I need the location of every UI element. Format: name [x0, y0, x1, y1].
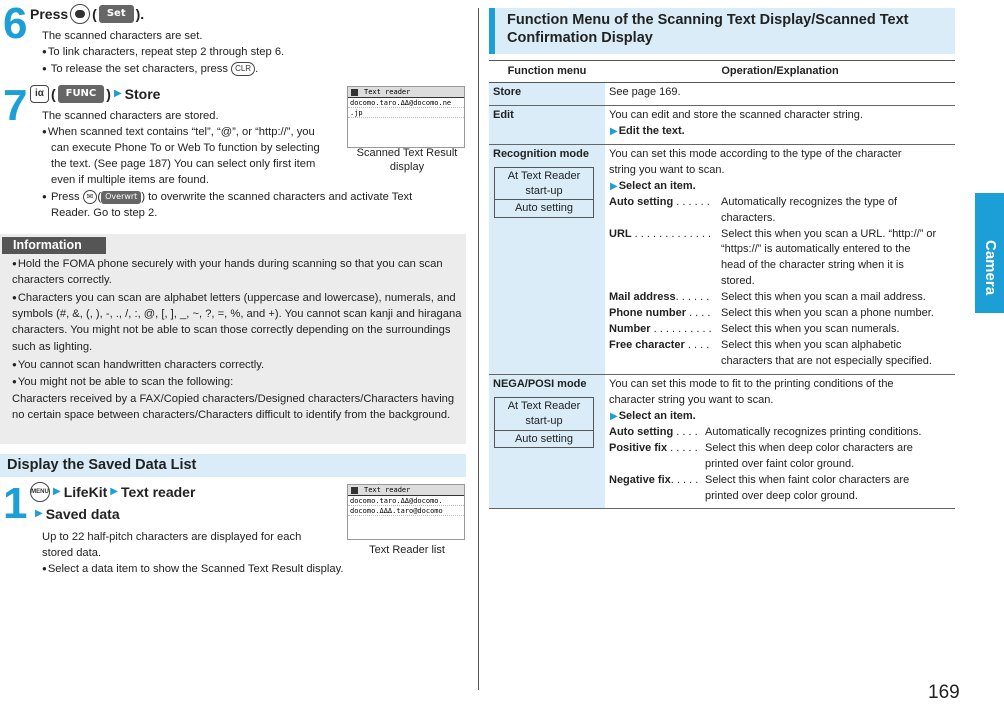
arrow-icon: ▶	[610, 180, 618, 192]
step-1-line-2: stored data.	[42, 547, 102, 559]
option-term: Mail address	[609, 291, 676, 304]
step-7-line-1: The scanned characters are stored.	[42, 110, 219, 122]
step-7-overwrite-line-2: Reader. Go to step 2.	[51, 207, 158, 219]
overwrite-softkey: Overwrt	[101, 191, 141, 204]
option-row: Phone number . . . . Select this when you scan a phone number.	[609, 306, 951, 322]
option-row: Negative fix. . . . . Select this when faint color characters are printed over deep color ground.	[609, 473, 951, 505]
info-item-2: ● Characters you can scan are alphabet letters (uppercase and lowercase), numerals, and symbols (#, &, (, ), -, ., /, :, @, [, ], _, ~, ?, =, %, and +). You cannot scan kanji and hiragana characters. You might not be able to scan those correctly depending on the surroundings such as lighting.	[12, 290, 462, 355]
screen-status-icon	[351, 89, 358, 96]
option-row: Number . . . . . . . . . . Select this when you scan numerals.	[609, 322, 951, 338]
option-description: Select this when you scan a phone number.	[721, 307, 934, 320]
step-6-line-2: ● To link characters, repeat step 2 through step 6.	[42, 44, 284, 60]
info-item-4: ● You might not be able to scan the following:	[12, 374, 462, 390]
step-7-line-3: can execute Phone To or Web To function by selecting	[51, 142, 320, 154]
option-term: Free character	[609, 339, 685, 352]
step-1-line-1: Up to 22 half-pitch characters are displayed for each	[42, 531, 302, 543]
step-7-line-5: even if multiple items are found.	[51, 174, 209, 186]
arrow-icon: ▶	[110, 485, 118, 497]
step-7-action: Store	[124, 86, 161, 102]
option-term: Auto setting	[609, 195, 674, 208]
option-description: “https://” is automatically entered to the	[721, 243, 911, 256]
option-term: Negative fix	[609, 473, 671, 486]
option-description: stored.	[721, 275, 755, 288]
col-operation: Operation/Explanation	[605, 61, 955, 83]
table-row: Store See page 169.	[489, 83, 955, 106]
option-description: Select this when deep color characters are	[705, 441, 913, 454]
option-row: URL . . . . . . . . . . . . . Select this when you scan a URL. “http://” or “https://” is automatically entered to the head of the character string when it is stored.	[609, 227, 951, 291]
option-description: Automatically recognizes printing conditions.	[705, 425, 922, 438]
set-softkey: Set	[99, 5, 134, 23]
option-term: Positive fix	[609, 441, 668, 454]
clr-key-icon: CLR	[231, 62, 255, 76]
info-item-4-detail: Characters received by a FAX/Copied characters/Designed characters/Characters having no certain space between characters/Characters difficult to identify from the background.	[12, 393, 455, 422]
step-6-line-3: ● To release the set characters, press CLR .	[42, 61, 258, 77]
step-1-number: 1	[3, 479, 28, 528]
negaposi-default-box: At Text Reader start-up Auto setting	[494, 397, 594, 449]
option-description: Select this when faint color characters are	[705, 473, 910, 486]
option-description: characters.	[721, 211, 776, 224]
option-row: Free character . . . . Select this when you scan alphabetic characters that are not especially specified.	[609, 338, 951, 370]
recognition-default-box: At Text Reader start-up Auto setting	[494, 167, 594, 219]
option-term: URL	[609, 227, 632, 240]
option-term: Number	[609, 323, 651, 336]
information-box	[0, 234, 466, 444]
center-key-icon	[70, 4, 90, 24]
step-6-title: Press ( Set ).	[30, 4, 144, 24]
step-6-press-label: Press	[30, 6, 69, 22]
mail-key-icon: ✉	[83, 190, 98, 204]
section-header: Display the Saved Data List	[0, 454, 466, 477]
step-1-title-2: ▶ Saved data	[35, 506, 120, 522]
step-7-overwrite-line: ● Press ✉ ( Overwrt ) to overwrite the scanned characters and activate Text	[42, 189, 412, 205]
information-label: Information	[2, 237, 106, 254]
option-term: Phone number	[609, 307, 687, 320]
arrow-icon: ▶	[610, 410, 618, 422]
function-menu-table	[489, 60, 955, 509]
option-description: printed over faint color ground.	[705, 457, 855, 470]
option-term: Auto setting	[609, 425, 674, 438]
option-description: characters that are not especially specified.	[721, 355, 932, 367]
option-row: Mail address. . . . . . Select this when you scan a mail address.	[609, 290, 951, 306]
text-reader-list-caption: Text Reader list	[369, 544, 445, 556]
function-menu-title: Function Menu of the Scanning Text Display/Scanned Text Confirmation Display	[489, 8, 955, 54]
option-row: Positive fix . . . . . Select this when deep color characters are printed over faint color ground.	[609, 441, 951, 473]
option-description: Select this when you scan alphabetic	[721, 339, 902, 352]
scanned-text-result-caption: Scanned Text Result display	[356, 147, 458, 174]
step-7-number: 7	[3, 81, 28, 130]
option-description: Automatically recognizes the type of	[721, 195, 898, 208]
column-divider	[478, 8, 479, 690]
left-column	[0, 0, 470, 704]
option-row: Auto setting . . . . Automatically recognizes printing conditions.	[609, 425, 951, 441]
step-1-line-3: ● Select a data item to show the Scanned Text Result display.	[42, 561, 343, 577]
option-description: Select this when you scan a URL. “http://” or	[721, 227, 937, 240]
table-row: Recognition mode At Text Reader start-up Auto setting You can set this mode according to the type of the character string you want to scan. ▶Select an item. Auto setting . . . . . . Automatically recognizes the type of characters. URL . . . . . . . . . . . . . Select this when you scan a URL. “http://” or “https://” is automatically entered to the head of the character string when it is stored. Mail address. . . . . . Select this when you scan a mail address. Phone number . . . . Select this when you scan a phone number. Number . . . . . . . . . . Select this when you scan numerals. Free character . . . . Select this when you scan alphabetic characters that are not especially specified.	[489, 144, 955, 374]
col-function-menu: Function menu	[489, 61, 605, 83]
scanned-text-result-screenshot: Text reader docomo.taro.ΔΔ@docomo.ne .jp	[347, 86, 465, 148]
table-row: NEGA/POSI mode At Text Reader start-up Auto setting You can set this mode to fit to the printing conditions of the character string you want to scan. ▶Select an item. Auto setting . . . . Automatically recognizes printing conditions. Positive fix . . . . . Select this when deep color characters are printed over faint color ground. Negative fix. . . . . Select this when faint color characters are printed over deep color ground.	[489, 374, 955, 509]
step-6-line-1: The scanned characters are set.	[42, 30, 203, 42]
camera-side-tab: Camera	[975, 193, 1004, 313]
step-7-title: iα ( FUNC ) ▶ Store	[30, 84, 160, 104]
option-row: Auto setting . . . . . . Automatically recognizes the type of characters.	[609, 195, 951, 227]
screen-status-icon	[351, 487, 358, 494]
func-softkey: FUNC	[58, 85, 105, 103]
info-item-3: ● You cannot scan handwritten characters correctly.	[12, 357, 462, 373]
option-description: printed over deep color ground.	[705, 489, 858, 502]
step-7-line-2: ● When scanned text contains “tel”, “@”, or “http://”, you	[42, 124, 315, 140]
option-description: Select this when you scan a mail address.	[721, 291, 926, 304]
option-description: Select this when you scan numerals.	[721, 323, 900, 336]
text-reader-list-screenshot: Text reader docomo.taro.ΔΔ@docomo. docomo.ΔΔΔ.taro@docomo	[347, 484, 465, 540]
arrow-icon: ▶	[53, 485, 61, 497]
i-alpha-key-icon: iα	[30, 85, 49, 103]
page-number: 169	[928, 682, 960, 703]
step-6-number: 6	[3, 0, 28, 48]
menu-key-icon: MENU	[30, 482, 50, 502]
arrow-icon: ▶	[35, 507, 43, 519]
step-1-title: MENU ▶ LifeKit ▶ Text reader	[30, 482, 195, 502]
step-7-line-4: the text. (See page 187) You can select only first item	[51, 158, 316, 170]
info-item-1: ● Hold the FOMA phone securely with your hands during scanning so that you can scan characters correctly.	[12, 256, 462, 288]
arrow-icon: ▶	[113, 87, 122, 99]
option-description: head of the character string when it is	[721, 259, 904, 272]
table-row: Edit You can edit and store the scanned character string. ▶Edit the text.	[489, 105, 955, 144]
arrow-icon: ▶	[610, 125, 618, 137]
